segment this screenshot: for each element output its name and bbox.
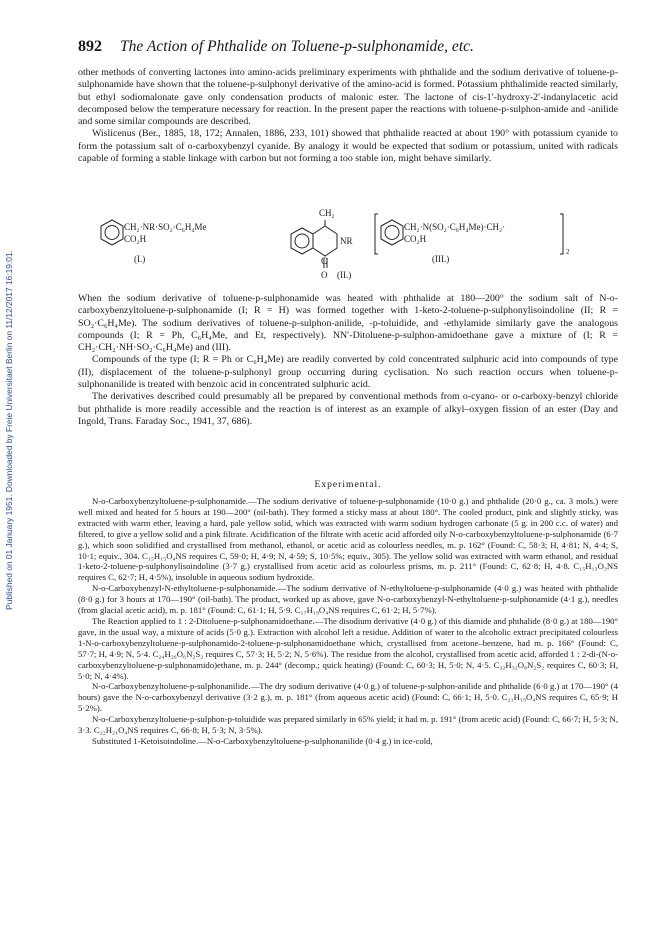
experimental-text	[78, 496, 618, 747]
running-title: The Action of Phthalide on Toluene-p-sulphonamide, etc.	[120, 38, 474, 55]
benzene-ring-1	[101, 220, 123, 245]
benzene-ring-2-circle	[295, 234, 309, 248]
paragraph: N-o-Carboxybenzyltoluene-p-sulphon-p-toluidide was prepared similarly in 65% yield; it had m. p. 191° (from acetic acid) (Found: C, 66·7; H, 5·3; N, 3·3. C₂₂H₂₁O₄NS requires C, 66·8; H, 5·3; N, 3·5%).	[78, 714, 618, 736]
paragraph: other methods of converting lactones into amino-acids preliminary experiments with phthalide and the sodium derivative of toluene-p-sulphonamide have shown that the toluene-p-sulphonyl derivative of the amino-acid is formed. Potassium phthalimide reacted similarly, but ethyl sodiomalonate gave only condensation products of malonic ester. The lactone of cis-1′-hydroxy-2′-indanylacetic acid decomposed below the temperature necessary for reaction. In the present paper the reactions with toluene-p-sulphon-amide and -anilide and some similar compounds are described.	[78, 67, 618, 128]
page-header	[78, 38, 618, 56]
structure-3-label: (III.)	[432, 254, 450, 264]
paragraph: Compounds of the type (I; R = Ph or C₆H₄Me) are readily converted by cold concentrated sulphuric acid into compounds of type (II), displacement of the toluene-p-sulphonyl group occurring during cyclisation. No such reaction occurs when toluene-p-sulphonanilide is treated with benzoic acid in concentrated sulphuric acid.	[78, 354, 618, 391]
structure-1-carboxyl: CO₂H	[124, 234, 147, 244]
structure-3-substituent: CH₂·N(SO₂·C₆H₄Me)·CH₂·	[404, 222, 506, 232]
paragraph: N-o-Carboxybenzyl-N-ethyltoluene-p-sulphonamide.—The sodium derivative of N-ethyltoluene-p-sulphonamide (4·0 g.) was heated with phthalide (8·0 g.) for 3 hours at 170—190° (oil-bath). The product, worked up as above, gave N-o-carboxybenzyl-N-ethyltoluene-p-sulphonamide (4·1 g.), needles (from glacial acetic acid), m. p. 181° (Found: C, 61·1; H, 5·9. C₁₇H₁₉O₄NS requires C, 61·2; H, 5·7%).	[78, 583, 618, 616]
benzene-ring-3-circle	[385, 226, 399, 240]
bracket-left	[375, 214, 378, 254]
structure-2-nr: NR	[340, 236, 353, 246]
paragraph: When the sodium derivative of toluene-p-sulphonamide was heated with phthalide at 180—200° the sodium salt of N-o-carboxybenzyltoluene-p-sulphonamide (I; R = H) was formed together with 1-keto-2-toluene-p-sulphonylisoindoline (II; R = SO₂·C₆H₄Me). The sodium derivatives of toluene-p-sulphon-anilide, -p-toluidide, and -ethylamide similarly gave the analogous compounds (I; R = Ph, C₆H₄Me, and Et, respectively). NN′-Ditoluene-p-sulphon-amidoethane gave a mixture of (I; R = CH₂·CH₂·NH·SO₂·C₆H₄Me) and (III).	[78, 293, 618, 354]
benzene-ring-3	[381, 220, 403, 245]
section-heading: Experimental.	[314, 479, 382, 490]
structure-2-oxygen: O	[321, 270, 328, 280]
discussion-text	[78, 293, 618, 428]
intro-text	[78, 67, 618, 165]
benzene-ring-1-circle	[105, 226, 119, 240]
paragraph: N-o-Carboxybenzyltoluene-p-sulphonamide.—The sodium derivative of toluene-p-sulphonamide (10·0 g.) and phthalide (20·0 g., ca. 3 mols.) were well mixed and heated for 5 hours at 190—200° (oil-bath). They formed a sticky mass at about 180°. The cooled product, pink and slightly sticky, was extracted with warm ether, leaving a hard, pale yellow solid, which was extracted with warm sodium hydrogen carbonate (5 g. in 200 c.c. of water) and filtered, to give a yellow solid and a pink filtrate. Acidification of the filtrate with acetic acid afforded oily N-o-carboxybenzyltoluene-p-sulphonamide (6·7 g.), which soon solidified and crystallised from methanol, ethanol, or acetic acid as colourless needles, m. p. 162° (Found: C, 58·3; H, 4·81; N, 4·4; S, 10·1; equiv., 304. C₁₅H₁₅O₄NS requires C, 59·0; H, 4·9; N, 4·59; S, 10·5%; equiv., 305). The yellow solid was extracted with warm ethanol, and residual 1-keto-2-toluene-p-sulphonylisoindoline (3·7 g.) crystallised from acetic acid as colourless prisms, m. p. 211° (Found: C, 62·8; H, 4·8. C₁₅H₁₃O₃NS requires C, 62·7; H, 4·5%), insoluble in aqueous sodium hydroxide.	[78, 496, 618, 583]
paragraph: Wislicenus (Ber., 1885, 18, 172; Annalen, 1886, 233, 101) showed that phthalide reacted at about 190° with potassium cyanide to form the potassium salt of o-carboxybenzyl cyanide. By analogy it would be expected that sodium or potassium, united with radicals capable of forming a stable linkage with carbon but not forming a too stable ion, might behave similarly.	[78, 128, 618, 165]
structure-1-label: (I.)	[134, 254, 146, 264]
structure-2-carbon: C	[321, 256, 328, 266]
page-number: 892	[78, 38, 102, 55]
structure-2-label: (II.)	[337, 270, 352, 280]
benzene-ring-2	[291, 228, 313, 254]
structure-3-subscript: 2	[566, 248, 570, 256]
bracket-right	[560, 214, 563, 254]
chemical-structures	[92, 210, 602, 285]
download-watermark	[4, 150, 18, 710]
structure-2-ch2: CH₂	[319, 208, 335, 218]
paragraph: Substituted 1-Ketoisoindoline.—N-o-Carboxybenzyltoluene-p-sulphonanilide (0·4 g.) in ice-cold,	[92, 735, 433, 746]
paragraph: The Reaction applied to 1 : 2-Ditoluene-p-sulphonamidoethane.—The disodium derivative (4·0 g.) of this diamide and phthalide (8·0 g.) at 180—190° gave, in the usual way, a mixture of acids (5·0 g.). Extraction with alcohol left a residue. Addition of water to the alcoholic extract precipitated colourless 1-N-o-carboxybenzyltoluene-p-sulphonamido-2-toluene-p-sulphonamidoethane which, crystallised from acetone–benzene, had m. p. 166° (Found: C, 57·7; H, 4·9; N, 5·4. C₂₄H₂₆O₆N₂S₂ requires C, 57·3; H, 5·2; N, 5·6%). The residue from the alcohol, crystallised from acetic acid, afforded 1 : 2-di-(N-o-carboxybenzyltoluene-p-sulphonamido)ethane, m. p. 244° (decomp.; quick heating) (Found: C, 60·3; H, 5·0; N, 4·5. C₃₂H₃₂O₈N₂S₂ requires C, 60·3; H, 5·0; N, 4·4%).	[78, 615, 618, 681]
download-note: Published on 01 January 1951. Downloaded by Freie Universitaet Berlin on 11/12/2017 16:19:01.	[4, 250, 14, 610]
isoindoline-ring	[313, 226, 337, 256]
paragraph: The derivatives described could presumably all be prepared by conventional methods from o-cyano- or o-carboxy-benzyl chloride but phthalide is more readily accessible and the reaction is of interest as an example of alkyl–oxygen fission of an ester (Day and Ingold, Trans. Faraday Soc., 1941, 37, 686).	[78, 391, 618, 427]
structure-1-substituent: CH₂·NR·SO₂·C₆H₄Me	[124, 222, 207, 232]
paragraph: N-o-Carboxybenzyltoluene-p-sulphonanilide.—The dry sodium derivative (4·0 g.) of toluene-p-sulphon-anilide and phthalide (6·0 g.) at 170—190° (4 hours) gave the N-o-carboxybenzyl derivative (3·2 g.), m. p. 181° (from aqueous acetic acid) (Found: C, 66·1; H, 5·0. C₂₁H₁₉O₄NS requires C, 65·9; H 5·2%).	[78, 681, 618, 714]
structure-3-carboxyl: CO₂H	[404, 234, 427, 244]
